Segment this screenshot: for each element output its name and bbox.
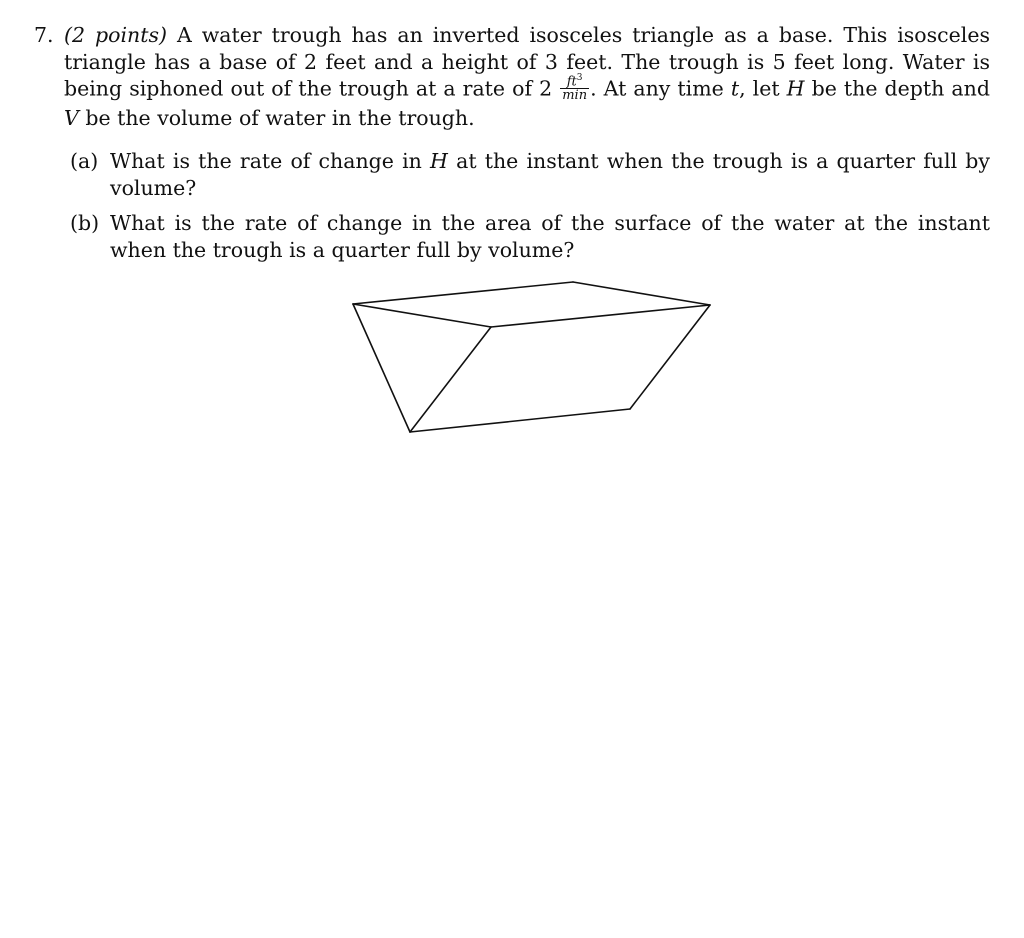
variable-V: V <box>64 106 79 131</box>
problem-number: 7. <box>34 23 54 47</box>
trough-front-right-side <box>410 327 491 432</box>
trough-front-left-side <box>353 304 410 432</box>
part-a-text-1: What is the rate of change in <box>110 149 431 173</box>
part-b-text: What is the rate of change in the area of the surface of the water at the instant when the trough is a quarter full by volume? <box>110 211 990 262</box>
part-a-text-2: at the instant when the trough is a quarter full by volume? <box>110 149 990 200</box>
trough-top-right-back-edge <box>573 282 710 305</box>
trough-bottom-edge <box>410 409 630 432</box>
rate-unit-numerator: $ft^3$ <box>560 72 589 89</box>
points-label: (2 points) <box>64 23 167 47</box>
part-b-label: (b) <box>70 211 100 235</box>
statement-text-2b: , let <box>739 76 787 101</box>
statement-text-2d: be the volume of water in the trough. <box>78 106 475 131</box>
statement-text-2a: . At any time <box>590 76 731 101</box>
trough-front-top-edge <box>353 304 491 327</box>
part-a-label: (a) <box>70 149 99 173</box>
rate-unit-denominator: min <box>562 88 588 104</box>
statement-text-2c: be the depth and <box>804 76 990 101</box>
trough-back-right-side <box>630 305 710 409</box>
statement-text-1: A water trough has an inverted isosceles triangle as a base. This isosceles triangle has a base of 2 feet and a height of 3 feet. The trough is 5 feet long. Water is being siphoned out of the trough at a rate of 2 <box>64 23 990 101</box>
trough-top-front-edge <box>491 305 710 327</box>
rate-unit-exponent: 3 <box>576 73 583 83</box>
trough-top-back-edge <box>353 282 573 304</box>
variable-H: H <box>786 76 805 101</box>
part-a-variable: H <box>430 149 448 173</box>
variable-t: t <box>730 76 740 101</box>
